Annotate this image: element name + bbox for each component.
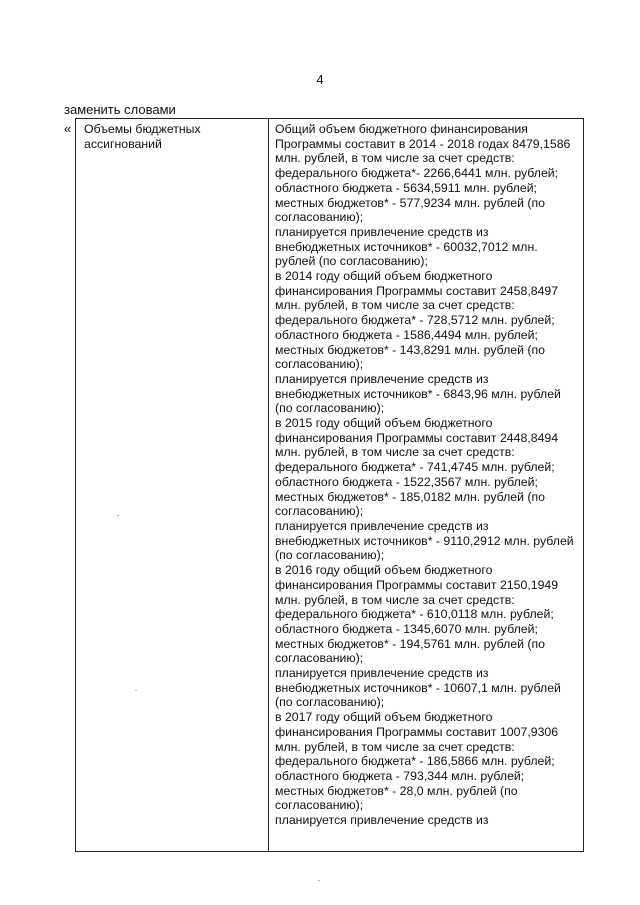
budget-paragraph: планируется привлечение средств из внебюджетных источников* - 6843,96 млн. рублей (по согласованию); <box>275 371 561 416</box>
scan-speck <box>117 515 119 516</box>
budget-paragraph: в 2017 году общий объем бюджетного финансирования Программы составит 1007,9306 млн. рублей, в том числе за счет средств: <box>275 710 559 754</box>
budget-paragraph: федерального бюджета* - 728,5712 млн. рублей; <box>275 313 555 328</box>
budget-paragraph: местных бюджетов* - 28,0 млн. рублей (по согласованию); <box>275 783 518 813</box>
budget-paragraph: федерального бюджета* - 186,5866 млн. рублей; <box>275 754 555 769</box>
budget-paragraph: местных бюджетов* - 185,0182 млн. рублей (по согласованию); <box>275 489 546 519</box>
budget-description-cell <box>269 119 583 851</box>
budget-paragraph: федерального бюджета* - 741,4745 млн. рублей; <box>275 460 555 475</box>
budget-paragraph: областного бюджета - 1586,4494 млн. рублей; <box>275 327 538 342</box>
budget-paragraph: федерального бюджета* - 610,0118 млн. рублей; <box>275 607 554 622</box>
budget-paragraph: местных бюджетов* - 577,9234 млн. рублей (по согласованию); <box>275 195 546 225</box>
budget-paragraph: планируется привлечение средств из внебюджетных источников* - 10607,1 млн. рублей (по согласованию); <box>275 666 561 710</box>
intro-text: заменить словами <box>64 102 176 117</box>
budget-paragraph: областного бюджета - 1522,3567 млн. рублей; <box>275 474 538 489</box>
budget-paragraph: областного бюджета - 793,344 млн. рублей; <box>275 768 525 783</box>
budget-paragraph: в 2015 году общий объем бюджетного финансирования Программы составит 2448,8494 млн. рублей, в том числе за счет средств: <box>275 416 559 460</box>
budget-paragraph: местных бюджетов* - 143,8291 млн. рублей (по согласованию); <box>275 342 546 372</box>
budget-paragraph: областного бюджета - 1345,6070 млн. рублей; <box>275 621 538 636</box>
budget-paragraph: местных бюджетов* - 194,5761 млн. рублей (по согласованию); <box>275 636 546 666</box>
scan-speck <box>318 880 320 881</box>
budget-table <box>75 118 584 852</box>
budget-paragraph: планируется привлечение средств из <box>275 813 489 828</box>
budget-paragraph: Общий объем бюджетного финансирования Программы составит в 2014 - 2018 годах 8479,1586 млн. рублей, в том числе за счет средств: <box>275 122 571 166</box>
budget-paragraph: в 2014 году общий объем бюджетного финансирования Программы составит 2458,8497 млн. рублей, в том числе за счет средств: <box>275 269 559 313</box>
budget-paragraph: планируется привлечение средств из внебюджетных источников* - 9110,2912 млн. рублей (по согласованию); <box>275 518 574 563</box>
budget-paragraph: планируется привлечение средств из внебюджетных источников* - 60032,7012 млн. рублей (по согласованию); <box>275 224 538 269</box>
budget-paragraph: федерального бюджета*- 2266,6441 млн. рублей; <box>275 166 559 181</box>
opening-quote: « <box>64 121 72 136</box>
budget-paragraph: областного бюджета - 5634,5911 млн. рублей; <box>275 180 537 195</box>
budget-paragraph: в 2016 году общий объем бюджетного финансирования Программы составит 2150,1949 млн. рублей, в том числе за счет средств: <box>275 563 559 607</box>
page-number: 4 <box>316 72 324 87</box>
budget-label-cell: Объемы бюджетных ассигнований <box>76 119 269 851</box>
scan-speck <box>135 690 137 691</box>
